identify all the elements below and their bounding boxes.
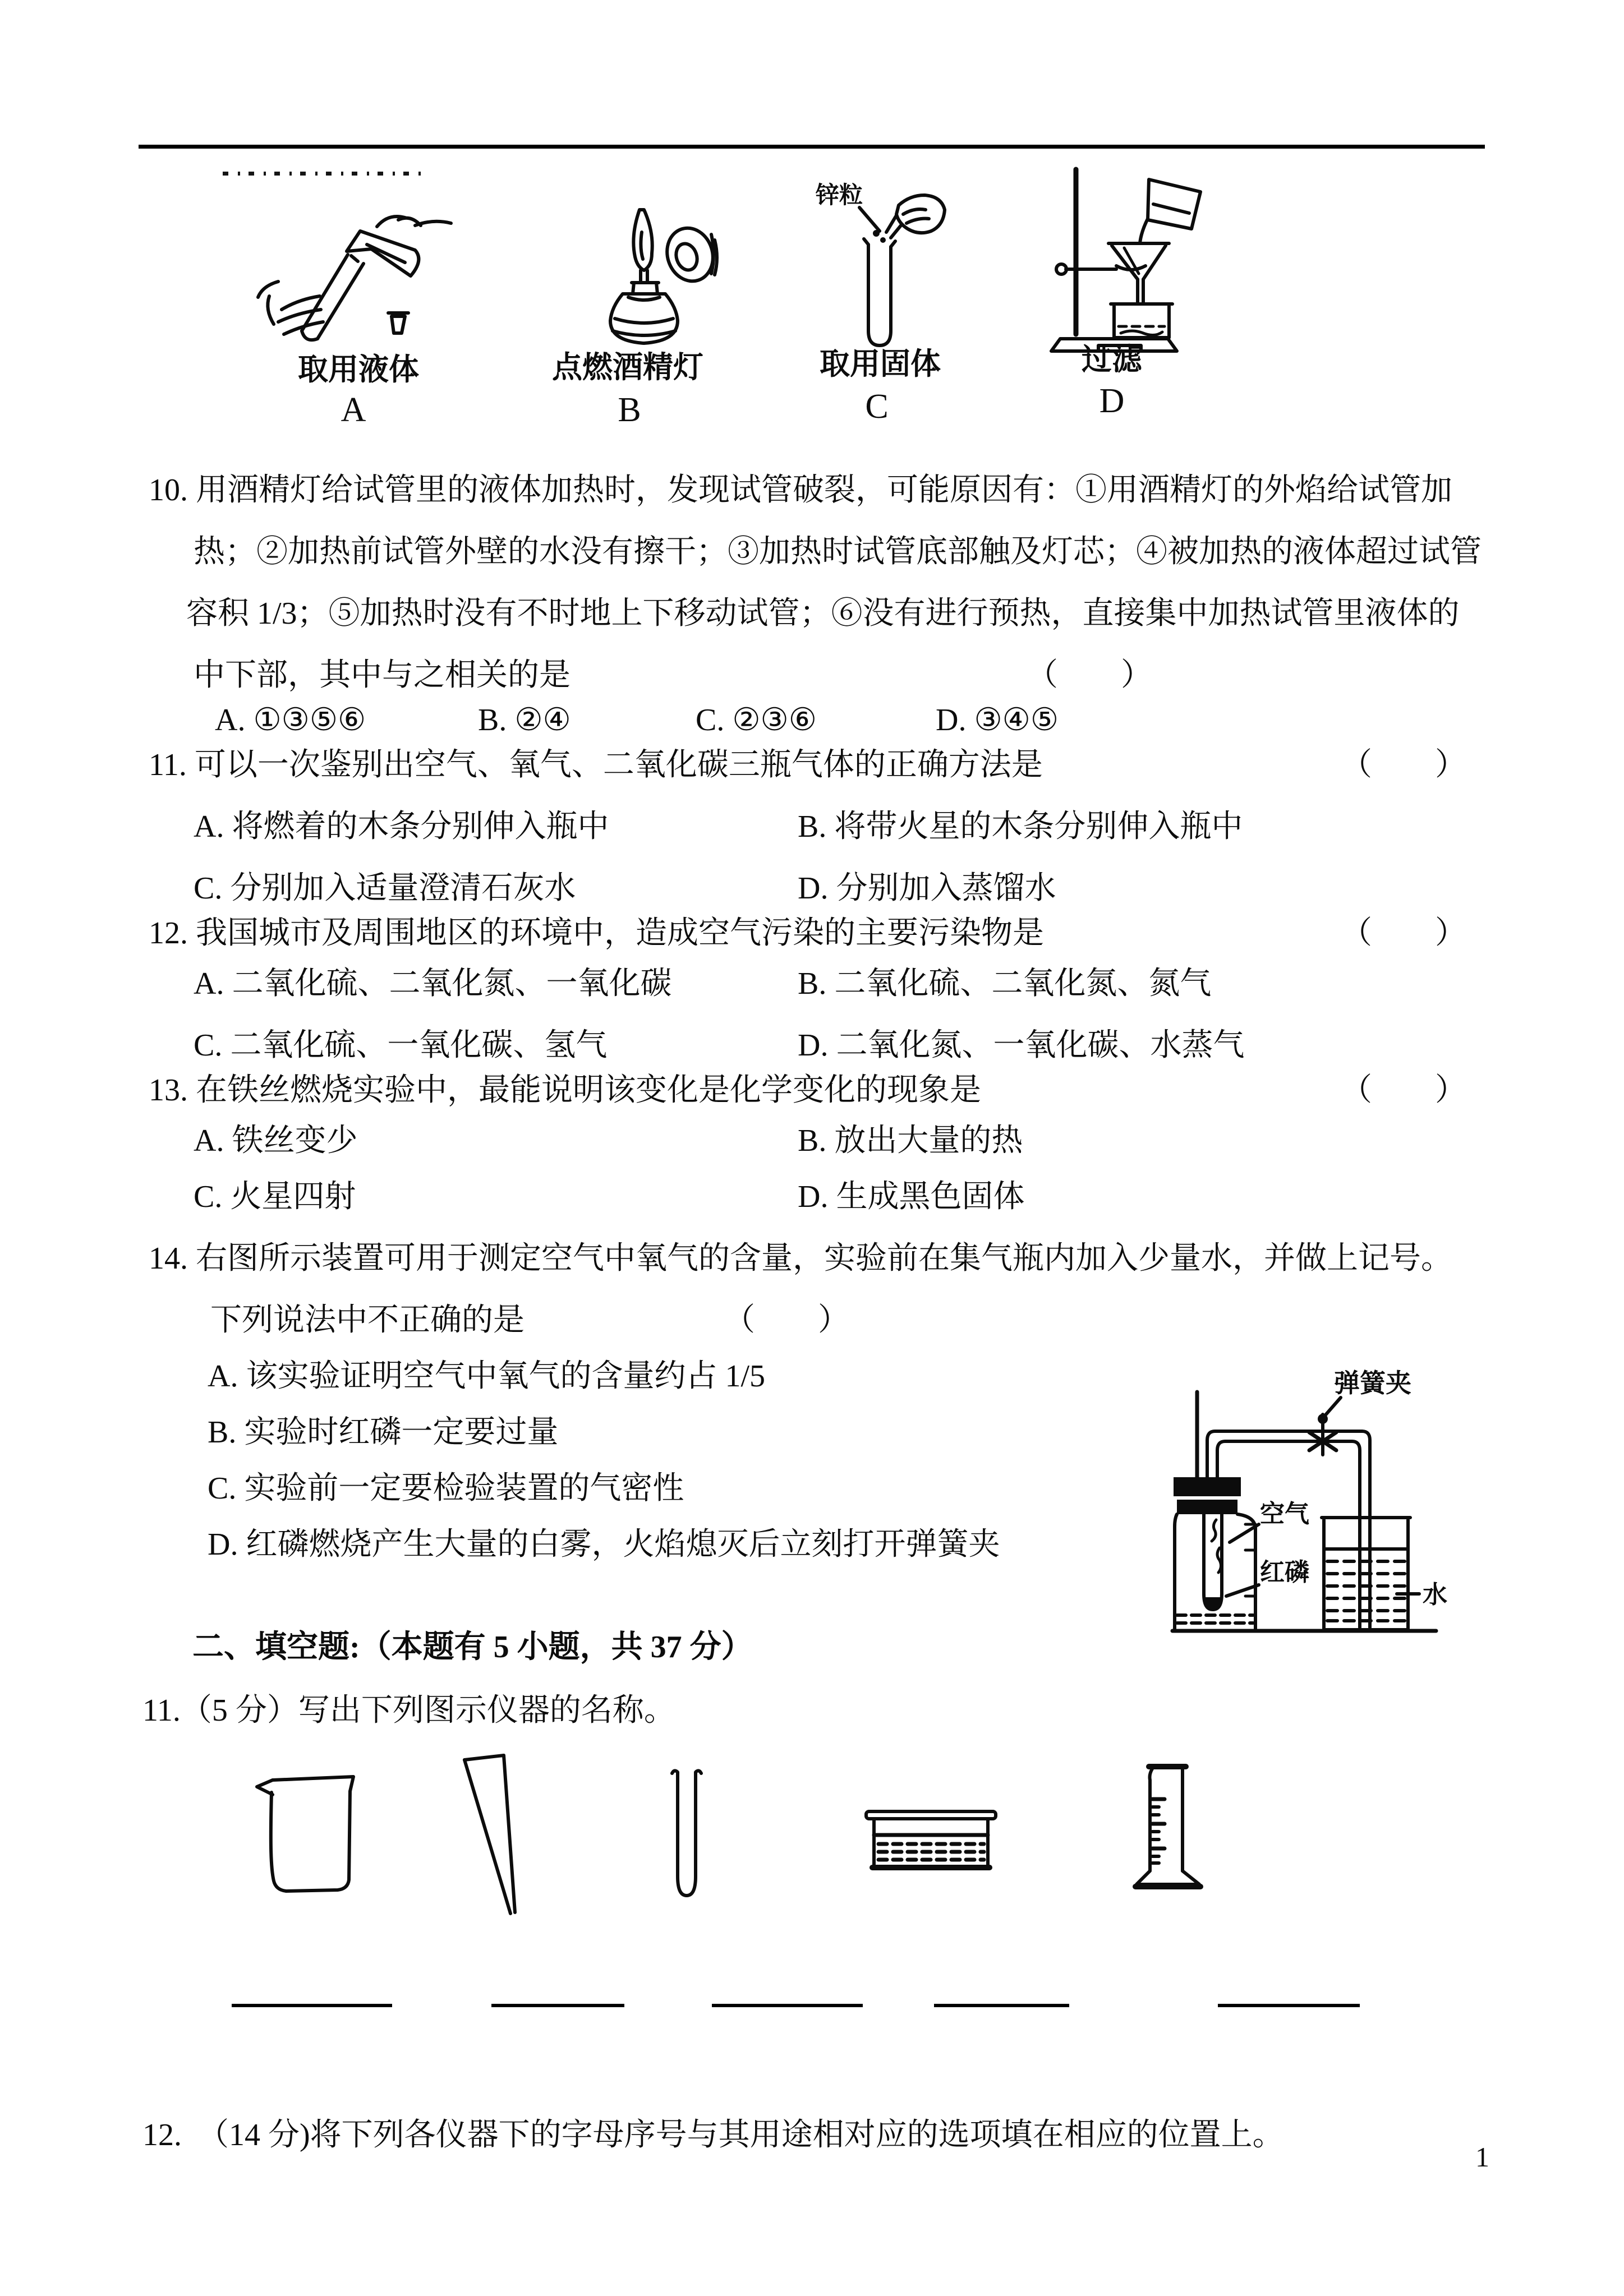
water-trough-figure <box>865 1810 997 1873</box>
figure-c-adding-solid-illustration <box>815 178 946 351</box>
q10-answer-parens: （ ） <box>1027 658 1152 693</box>
q10-line-2: 热；②加热前试管外壁的水没有擦干；③加热时试管底部触及灯芯；④被加热的液体超过试管 <box>194 534 1482 569</box>
figure-letter-b: B <box>618 391 641 429</box>
q13-option-d: D. 生成黑色固体 <box>798 1179 1025 1214</box>
q14-answer-parens: （ ） <box>724 1303 849 1338</box>
q12-option-a: A. 二氧化硫、二氧化氮、一氧化碳 <box>194 966 672 1001</box>
figure-letter-c: C <box>865 388 889 426</box>
forceps-figure <box>452 1752 539 1923</box>
q14-apparatus-figure <box>1172 1356 1464 1643</box>
q14-option-d: D. 红磷燃烧产生大量的白雾，火焰熄灭后立刻打开弹簧夹 <box>208 1527 1000 1562</box>
q10-option-d: D. ③④⑤ <box>936 703 1059 737</box>
page-number: 1 <box>1475 2141 1489 2173</box>
air-label: 空气 <box>1260 1500 1309 1528</box>
figure-letter-d: D <box>1099 382 1125 420</box>
q11-option-a: A. 将燃着的木条分别伸入瓶中 <box>194 809 609 844</box>
red-phosphorus-label: 红磷 <box>1260 1559 1309 1586</box>
figure-caption-b: 点燃酒精灯 <box>552 351 703 384</box>
answer-blank-2 <box>491 2004 624 2007</box>
answer-blank-3 <box>712 2004 863 2007</box>
q12-option-b: B. 二氧化硫、二氧化氮、氮气 <box>798 966 1212 1001</box>
q13-option-a: A. 铁丝变少 <box>194 1123 358 1158</box>
q14-option-b: B. 实验时红磷一定要过量 <box>208 1415 559 1450</box>
figure-caption-c: 取用固体 <box>820 347 941 381</box>
q10-line-3: 容积 1/3；⑤加热时没有不时地上下移动试管；⑥没有进行预热，直接集中加热试管里液体的 <box>186 596 1460 631</box>
answer-blank-5 <box>1218 2004 1360 2007</box>
q12-option-d: D. 二氧化氮、一氧化碳、水蒸气 <box>798 1028 1245 1063</box>
q10-option-c: C. ②③⑥ <box>696 703 817 737</box>
q10-option-b: B. ②④ <box>478 703 571 737</box>
figure-b-lighting-alcohol-lamp-illustration <box>579 203 716 350</box>
page-top-rule <box>139 145 1485 149</box>
answer-blank-1 <box>232 2004 392 2007</box>
q12-option-c: C. 二氧化硫、一氧化碳、氢气 <box>194 1028 608 1063</box>
q11-option-c: C. 分别加入适量澄清石灰水 <box>194 871 576 906</box>
q14-option-c: C. 实验前一定要检验装置的气密性 <box>208 1471 684 1506</box>
q13-option-b: B. 放出大量的热 <box>798 1123 1023 1158</box>
test-tube-figure <box>670 1767 703 1902</box>
q13-option-c: C. 火星四射 <box>194 1179 356 1214</box>
q10-option-a: A. ①③⑤⑥ <box>215 703 366 737</box>
figure-caption-d: 过滤 <box>1082 343 1142 376</box>
figure-caption-a: 取用液体 <box>298 353 419 386</box>
fill-q12-stem: 12. （14 分)将下列各仪器下的字母序号与其用途相对应的选项填在相应的位置上。 <box>142 2118 1284 2152</box>
q12-answer-parens: （ ） <box>1341 916 1466 951</box>
q11-option-d: D. 分别加入蒸馏水 <box>798 871 1056 906</box>
beaker-figure <box>251 1771 358 1901</box>
water-label: 水 <box>1423 1581 1447 1608</box>
q14-option-a: A. 该实验证明空气中氧气的含量约占 1/5 <box>208 1359 765 1394</box>
q11-answer-parens: （ ） <box>1341 748 1466 782</box>
answer-blank-4 <box>934 2004 1069 2007</box>
q14-line-2: 下列说法中不正确的是 <box>210 1303 525 1338</box>
q10-line-1: 10. 用酒精灯给试管里的液体加热时，发现试管破裂，可能原因有：①用酒精灯的外焰给试管加 <box>149 473 1452 508</box>
graduated-cylinder-figure <box>1129 1764 1207 1898</box>
q14-line-1: 14. 右图所示装置可用于测定空气中氧气的含量，实验前在集气瓶内加入少量水，并做上记号。 <box>149 1241 1452 1276</box>
spring-clamp-label: 弹簧夹 <box>1334 1369 1411 1398</box>
figure-letter-a: A <box>341 391 366 429</box>
q11-option-b: B. 将带火星的木条分别伸入瓶中 <box>798 809 1243 844</box>
q13-stem: 13. 在铁丝燃烧实验中，最能说明该变化是化学变化的现象是 <box>149 1073 981 1108</box>
section-2-header: 二、填空题:（本题有 5 小题，共 37 分） <box>192 1630 753 1665</box>
print-artifact <box>223 172 422 176</box>
figure-a-pouring-liquid-illustration <box>230 197 454 344</box>
zinc-granules-label: 锌粒 <box>816 183 863 209</box>
fill-q11-stem: 11.（5 分）写出下列图示仪器的名称。 <box>142 1693 675 1728</box>
q12-stem: 12. 我国城市及周围地区的环境中，造成空气污染的主要污染物是 <box>149 916 1044 951</box>
q10-line-4: 中下部，其中与之相关的是 <box>194 658 571 693</box>
q13-answer-parens: （ ） <box>1341 1073 1466 1108</box>
q11-stem: 11. 可以一次鉴别出空气、氧气、二氧化碳三瓶气体的正确方法是 <box>149 748 1043 782</box>
